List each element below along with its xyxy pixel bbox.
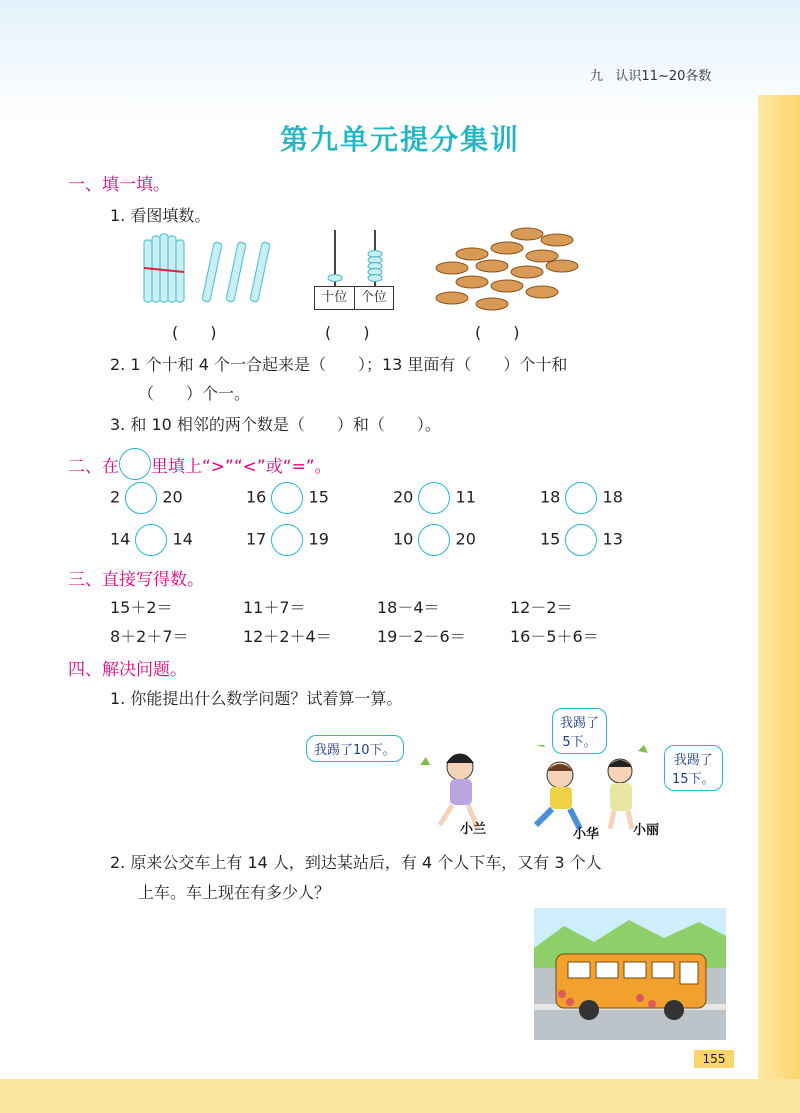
bubble-hua-line1: 我踢了 <box>560 716 600 731</box>
bubble-hua-line2: 5下。 <box>562 735 597 750</box>
answer-blank-1[interactable]: ( ) <box>172 323 217 342</box>
running-header <box>590 65 711 84</box>
calc-7: 19－2－6＝ <box>377 627 466 646</box>
bubble-li-line1: 我踢了 <box>673 753 713 768</box>
compare-circle[interactable] <box>418 482 450 514</box>
calc-3: 18－4＝ <box>377 598 440 617</box>
children-kicking-shuttlecock-illustration <box>400 745 670 840</box>
question-4-1: 1. 你能提出什么数学问题？试着算一算。 <box>110 689 403 708</box>
calc-6: 12＋2＋4＝ <box>243 627 332 646</box>
calc-2: 11＋7＝ <box>243 598 306 617</box>
compare-item-8: 15 13 <box>540 524 623 556</box>
section-2-prefix: 二、在 <box>68 456 119 477</box>
circle-icon <box>119 448 151 480</box>
speech-bubble-lan: 我踢了10下。 <box>306 735 404 762</box>
compare-item-4: 18 18 <box>540 482 623 514</box>
page-background <box>0 0 800 120</box>
compare-circle[interactable] <box>271 524 303 556</box>
name-xiaoli: 小丽 <box>633 823 660 838</box>
calc-5: 8＋2＋7＝ <box>110 627 189 646</box>
section-2-suffix: 里填上“>”“<”或“=”。 <box>151 456 332 477</box>
compare-circle[interactable] <box>418 524 450 556</box>
compare-circle[interactable] <box>565 524 597 556</box>
compare-circle[interactable] <box>125 482 157 514</box>
section-heading-2 <box>68 448 332 480</box>
question-1-2-line2: （ ）个一。 <box>138 384 251 403</box>
question-4-2-line1: 2. 原来公交车上有 14 人，到达某站后，有 4 个人下车，又有 3 个人 <box>110 853 602 872</box>
calc-8: 16－5＋6＝ <box>510 627 599 646</box>
calc-4: 12－2＝ <box>510 598 573 617</box>
abacus-illustration <box>310 228 400 288</box>
tens-label: 十位 <box>315 287 355 309</box>
speech-bubble-li <box>664 745 723 791</box>
compare-item-3: 20 11 <box>393 482 476 514</box>
bubble-li-line2: 15下。 <box>672 772 715 787</box>
name-xiaohua: 小华 <box>573 827 600 842</box>
question-1-3: 3. 和 10 相邻的两个数是（ ）和（ ）。 <box>110 415 441 434</box>
chapter-title: 认识11~20各数 <box>615 69 712 84</box>
answer-blank-2[interactable]: ( ) <box>325 323 370 342</box>
section-heading-1: 一、填一填。 <box>68 175 170 195</box>
page-edge-decoration <box>758 95 800 1113</box>
chapter-number: 九 <box>590 69 604 84</box>
bus-illustration <box>534 908 726 1040</box>
compare-item-7: 10 20 <box>393 524 476 556</box>
compare-circle[interactable] <box>135 524 167 556</box>
abacus-label-box <box>314 286 394 310</box>
page-number: 155 <box>694 1050 734 1068</box>
question-1-1: 1. 看图填数。 <box>110 206 211 225</box>
calc-1: 15＋2＝ <box>110 598 173 617</box>
question-4-2-line2: 上车。车上现在有多少人？ <box>138 883 331 902</box>
compare-circle[interactable] <box>271 482 303 514</box>
section-heading-4: 四、解决问题。 <box>68 660 187 680</box>
compare-circle[interactable] <box>565 482 597 514</box>
compare-item-2: 16 15 <box>246 482 329 514</box>
ones-label: 个位 <box>360 290 387 305</box>
name-xiaolan: 小兰 <box>460 822 487 837</box>
bread-illustration <box>432 224 582 314</box>
compare-item-1: 2 20 <box>110 482 183 514</box>
page-bottom-decoration <box>0 1079 800 1113</box>
question-1-2-line1: 2. 1 个十和 4 个一合起来是（ ）；13 里面有（ ）个十和 <box>110 355 568 374</box>
answer-blank-3[interactable]: ( ) <box>475 323 520 342</box>
compare-item-5: 14 14 <box>110 524 193 556</box>
sticks-illustration <box>140 232 280 312</box>
section-heading-3: 三、直接写得数。 <box>68 570 204 590</box>
compare-item-6: 17 19 <box>246 524 329 556</box>
page-title: 第九单元提分集训 <box>279 123 520 156</box>
